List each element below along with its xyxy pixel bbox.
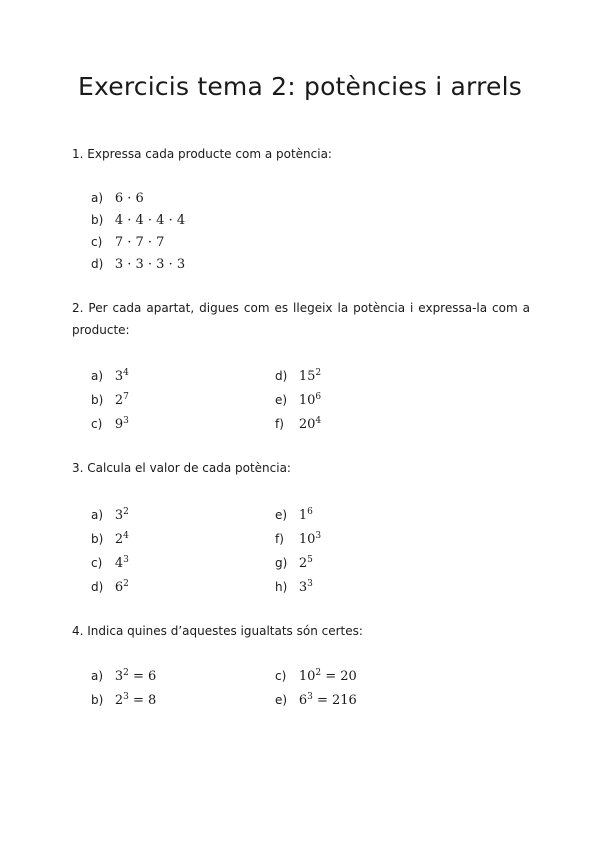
q2-item-label: b) [91, 393, 104, 407]
q1-item-expr: 3 · 3 · 3 · 3 [114, 257, 186, 272]
q3-item-h [275, 578, 313, 596]
q3-item-power [299, 556, 313, 571]
power-exponent: 3 [123, 692, 129, 702]
equality-rhs: = 6 [128, 669, 157, 684]
q2-item-label: e) [275, 393, 288, 407]
power-exponent: 2 [123, 668, 129, 678]
power-base: 6 [298, 693, 308, 708]
q3-item-a [91, 506, 129, 524]
q1-item-label: c) [91, 235, 103, 249]
power-base: 9 [114, 417, 124, 432]
power-base: 6 [114, 580, 124, 595]
q4-item-b [91, 691, 156, 709]
q2-item-power [299, 417, 321, 432]
q2-item-label: d) [275, 369, 288, 383]
q2-item-power [299, 369, 321, 384]
power-base: 3 [298, 580, 308, 595]
power-base: 2 [114, 393, 124, 408]
q2-item-label: a) [91, 369, 104, 383]
power-exponent: 3 [123, 555, 129, 565]
q2-item-a [91, 367, 129, 385]
q3-item-power [299, 508, 313, 523]
q1-item-b [91, 211, 185, 229]
q2-item-power [115, 393, 129, 408]
q1-item-label: b) [91, 213, 104, 227]
q3-item-e [275, 506, 313, 524]
q4-item-a [91, 667, 156, 685]
q2-item-d [275, 367, 321, 385]
q1-item-expr: 4 · 4 · 4 · 4 [114, 213, 186, 228]
q3-item-b [91, 530, 129, 548]
q3-item-label: c) [91, 556, 103, 570]
q3-item-power [115, 532, 129, 547]
q3-item-label: f) [275, 532, 284, 546]
q2-item-power [115, 369, 129, 384]
q1-item-a [91, 189, 144, 207]
power-base: 1 [298, 508, 308, 523]
q3-item-power [299, 580, 313, 595]
q1-item-d [91, 255, 185, 273]
power-exponent: 4 [315, 416, 322, 426]
q4-item-label: b) [91, 693, 104, 707]
power-exponent: 3 [123, 416, 129, 426]
power-exponent: 4 [123, 368, 129, 378]
q3-item-f [275, 530, 321, 548]
q3-item-g [275, 554, 313, 572]
power-base: 2 [114, 532, 124, 547]
q4-item-e [275, 691, 357, 709]
q2-item-label: c) [91, 417, 103, 431]
q2-item-b [91, 391, 129, 409]
power-exponent: 2 [315, 668, 322, 678]
power-exponent: 2 [123, 507, 129, 517]
q1-item-label: d) [91, 257, 104, 271]
equality-rhs: = 216 [312, 693, 357, 708]
power-exponent: 3 [307, 692, 313, 702]
q3-item-label: e) [275, 508, 288, 522]
equality-rhs: = 20 [321, 669, 357, 684]
power-exponent: 5 [307, 555, 313, 565]
q3-item-power [299, 532, 321, 547]
equality-rhs: = 8 [128, 693, 157, 708]
q3-item-label: a) [91, 508, 104, 522]
q4-item-equality [115, 669, 156, 684]
q2-item-c [91, 415, 129, 433]
q1-item-label: a) [91, 191, 104, 205]
power-exponent: 2 [123, 579, 129, 589]
q2-item-e [275, 391, 321, 409]
power-base: 10 [298, 669, 316, 684]
power-base: 20 [298, 417, 316, 432]
q4-item-equality [299, 693, 357, 708]
q3-item-power [115, 580, 129, 595]
power-exponent: 6 [307, 507, 313, 517]
q4-item-label: c) [275, 669, 287, 683]
q3-item-power [115, 508, 129, 523]
power-exponent: 7 [123, 392, 129, 402]
q3-item-power [115, 556, 129, 571]
q3-item-label: b) [91, 532, 104, 546]
q4-item-equality [299, 669, 357, 684]
q2-item-label: f) [275, 417, 284, 431]
q2-item-power [299, 393, 321, 408]
question-1-prompt: 1. Expressa cada producte com a potència: [72, 147, 332, 161]
q4-item-label: e) [275, 693, 288, 707]
power-base: 3 [114, 508, 124, 523]
power-base: 4 [114, 556, 124, 571]
q3-item-c [91, 554, 129, 572]
power-exponent: 4 [123, 531, 129, 541]
power-base: 15 [298, 369, 316, 384]
q1-item-c [91, 233, 164, 251]
q3-item-d [91, 578, 129, 596]
q3-item-label: h) [275, 580, 288, 594]
q4-item-c [275, 667, 357, 685]
power-base: 10 [298, 532, 316, 547]
power-base: 10 [298, 393, 316, 408]
power-exponent: 3 [315, 531, 322, 541]
q2-item-f [275, 415, 321, 433]
q4-item-equality [115, 693, 156, 708]
page-title: Exercicis tema 2: potències i arrels [78, 72, 522, 101]
power-base: 3 [114, 669, 124, 684]
question-3-prompt: 3. Calcula el valor de cada potència: [72, 461, 291, 475]
power-exponent: 3 [307, 579, 313, 589]
question-2-prompt: 2. Per cada apartat, digues com es llegeix la potència i expressa-la com a producte: [72, 301, 530, 337]
power-exponent: 6 [315, 392, 322, 402]
q4-item-label: a) [91, 669, 104, 683]
question-4-prompt: 4. Indica quines d’aquestes igualtats són certes: [72, 624, 363, 638]
q2-item-power [115, 417, 129, 432]
q3-item-label: d) [91, 580, 104, 594]
q1-item-expr: 7 · 7 · 7 [114, 235, 165, 250]
q1-item-expr: 6 · 6 [114, 191, 144, 206]
power-base: 3 [114, 369, 124, 384]
power-base: 2 [298, 556, 308, 571]
q3-item-label: g) [275, 556, 288, 570]
power-exponent: 2 [315, 368, 322, 378]
power-base: 2 [114, 693, 124, 708]
